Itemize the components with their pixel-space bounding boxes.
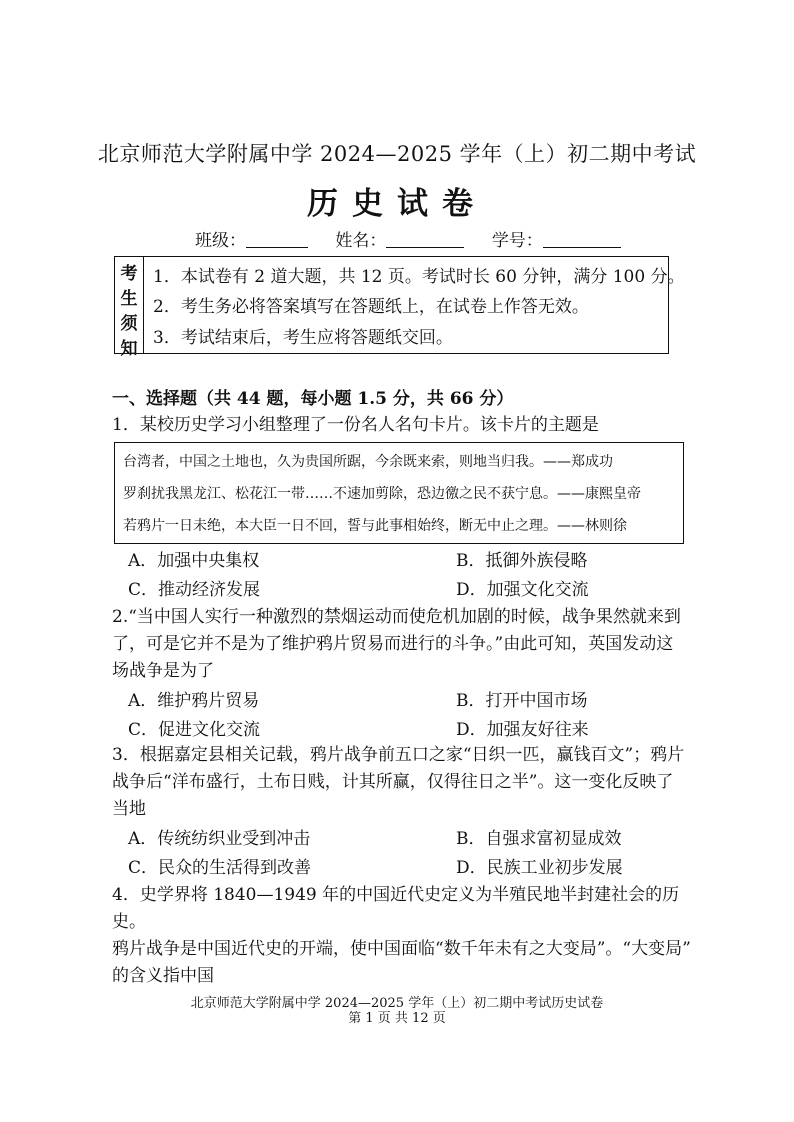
id-label: 学号： xyxy=(491,231,543,251)
question-2-option-a: A．维护鸦片贸易 xyxy=(128,691,260,711)
question-4-stem-line: 鸦片战争是中国近代史的开端，使中国面临“数千年未有之大变局”。“大变局” xyxy=(112,939,691,959)
notice-heading-char: 生 xyxy=(120,289,138,309)
section-title: 一、选择题（共 44 题，每小题 1.5 分，共 66 分） xyxy=(112,389,514,409)
notice-item: 3．考试结束后，考生应将答题纸交回。 xyxy=(153,328,453,349)
school-title: 北京师范大学附属中学 2024—2025 学年（上）初二期中考试 xyxy=(97,142,697,166)
question-2-stem-line: 了，可是它并不是为了维护鸦片贸易而进行的斗争。”由此可知，英国发动这 xyxy=(112,634,674,654)
question-3-stem xyxy=(112,742,697,823)
id-blank xyxy=(543,231,621,248)
question-4-stem-line: 的含义指中国 xyxy=(112,966,214,986)
question-3-stem-line: 战争后“洋布盛行，土布日贱，计其所赢，仅得往日之半”。这一变化反映了 xyxy=(112,772,674,792)
question-3-option-a: A．传统纺织业受到冲击 xyxy=(128,829,311,849)
page-footer xyxy=(0,996,794,1026)
quote-card xyxy=(114,442,684,544)
question-2-stem-line: 2.“当中国人实行一种激烈的禁烟运动而使危机加剧的时候，战争果然就来到 xyxy=(112,607,681,627)
question-2-option-c: C．促进文化交流 xyxy=(128,720,261,740)
question-2-stem xyxy=(112,604,697,685)
question-3-stem-line: 当地 xyxy=(112,799,146,819)
quote-line: 台湾者，中国之土地也，久为贵国所踞，今余既来索，则地当归我。——郑成功 xyxy=(123,454,613,470)
notice-heading xyxy=(115,257,144,359)
exam-notice-box xyxy=(114,256,685,359)
class-label: 班级： xyxy=(195,231,246,251)
question-4-stem xyxy=(112,882,697,990)
question-4-stem-line: 4．史学界将 1840—1949 年的中国近代史定义为半殖民地半封建社会的历史。 xyxy=(112,885,680,932)
name-blank xyxy=(386,231,464,248)
notice-heading-char: 知 xyxy=(120,339,138,359)
notice-item: 2．考生务必将答案填写在答题纸上，在试卷上作答无效。 xyxy=(153,297,589,318)
student-info-row xyxy=(195,226,643,251)
question-1-option-a: A．加强中央集权 xyxy=(128,551,260,571)
question-1-option-b: B．抵御外族侵略 xyxy=(456,551,588,571)
notice-heading-char: 考 xyxy=(120,264,138,284)
question-3-stem-line: 3．根据嘉定县相关记载，鸦片战争前五口之家“日织一匹，赢钱百文”；鸦片 xyxy=(112,745,685,765)
question-1-option-c: C．推动经济发展 xyxy=(128,580,261,600)
question-3-option-b: B．自强求富初显成效 xyxy=(456,829,622,849)
notice-item: 1．本试卷有 2 道大题，共 12 页。考试时长 60 分钟，满分 100 分。 xyxy=(153,266,685,287)
question-1-stem: 1．某校历史学习小组整理了一份名人名句卡片。该卡片的主题是 xyxy=(112,415,599,435)
footer-exam-name: 北京师范大学附属中学 2024—2025 学年（上）初二期中考试历史试卷 xyxy=(190,996,604,1011)
question-3-option-c: C．民众的生活得到改善 xyxy=(128,858,312,878)
footer-page-number: 第 1 页 共 12 页 xyxy=(348,1011,446,1026)
question-2-option-d: D．加强友好往来 xyxy=(456,720,589,740)
name-label: 姓名： xyxy=(335,231,387,251)
question-3-option-d: D．民族工业初步发展 xyxy=(456,858,623,878)
exam-title: 历史试卷 xyxy=(307,186,487,222)
question-2-stem-line: 场战争是为了 xyxy=(112,661,214,681)
question-2-option-b: B．打开中国市场 xyxy=(456,691,588,711)
notice-heading-char: 须 xyxy=(120,314,138,334)
quote-line: 若鸦片一日未绝，本大臣一日不回，誓与此事相始终，断无中止之理。——林则徐 xyxy=(123,518,627,534)
quote-line: 罗刹扰我黑龙江、松花江一带……不速加剪除，恐边徼之民不获宁息。——康熙皇帝 xyxy=(123,486,641,502)
notice-items xyxy=(145,257,685,353)
question-1-option-d: D．加强文化交流 xyxy=(456,580,589,600)
class-blank xyxy=(246,231,308,248)
